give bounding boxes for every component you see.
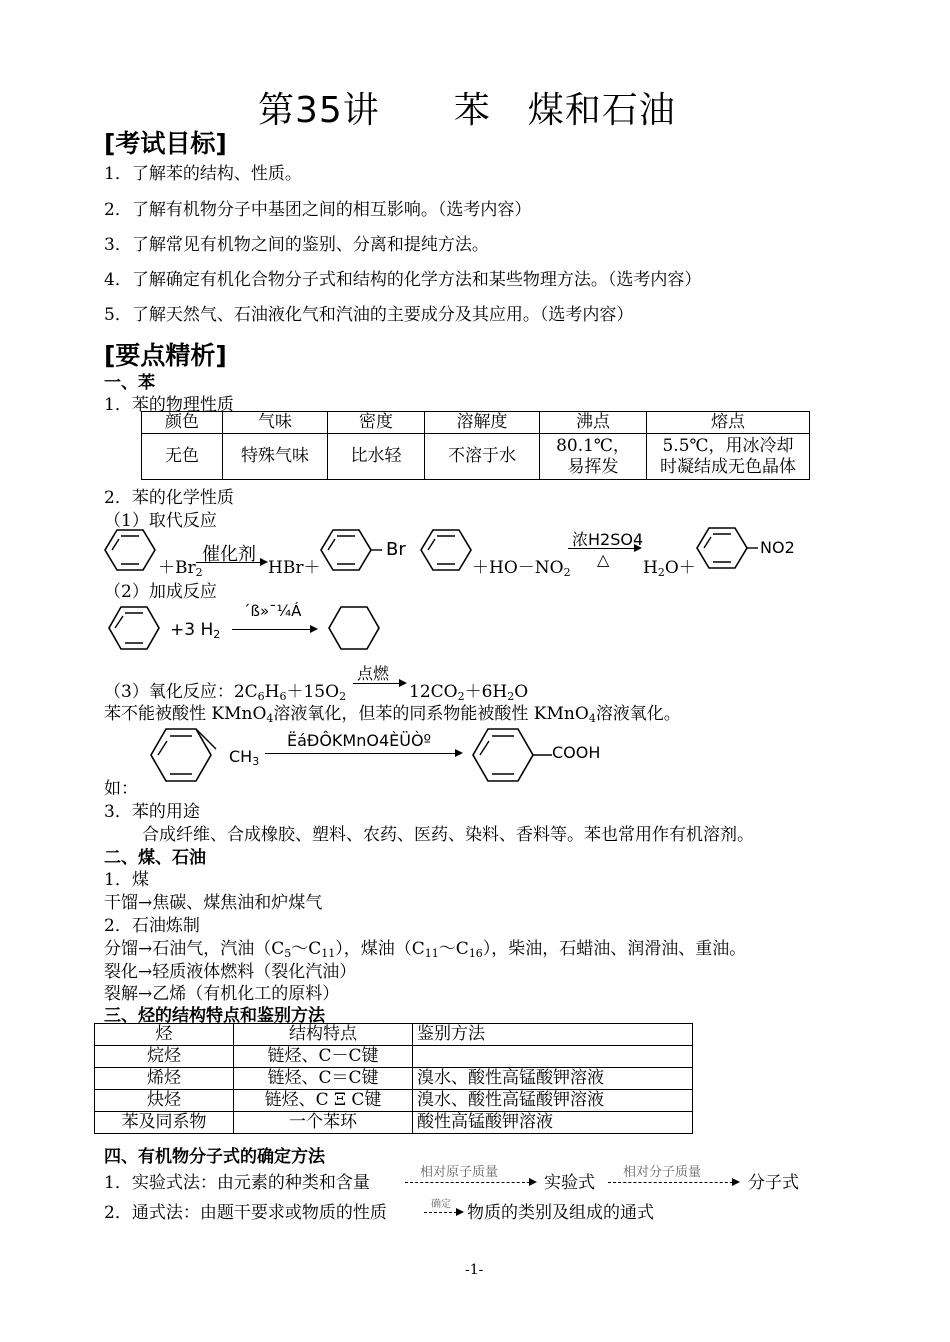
table-header-cell: 鉴别方法 [413,1024,693,1046]
benzoic-acid-icon [472,727,562,783]
molecular-formula-text: 分子式 [748,1173,799,1193]
table-cell: 苯及同系物 [95,1112,234,1134]
boiling-line-1: 80.1℃， [556,435,630,456]
table-cell: 酸性高锰酸钾溶液 [413,1112,693,1134]
page-number: -1- [465,1262,484,1278]
sulfuric-acid-label: 浓H2SO4 [572,530,644,549]
table-cell: 烷烃 [95,1046,234,1068]
reaction-arrow [232,629,316,630]
general-formula-method-text: 2．通式法：由题干要求或物质的性质 [104,1203,387,1223]
uses-text: 合成纤维、合成橡胶、塑料、农药、医药、染料、香料等。苯也常用作有机溶剂。 [142,825,754,845]
heat-label: △ [597,550,610,569]
uses-title: 3．苯的用途 [104,802,200,822]
methyl-label: $CH_3$ [229,747,260,768]
reaction-arrow [353,683,405,684]
goal-item: 3．了解常见有机物之间的鉴别、分离和提纯方法。 [104,235,489,255]
relative-atomic-mass-label: 相对原子质量 [420,1165,499,1180]
product-hbr: HBr＋ [268,558,321,578]
ignition-label: 点燃 [357,664,390,683]
section-benzene: 一、苯 [104,373,155,393]
hydrocarbon-table [94,1023,693,1134]
example-label: 如： [104,779,138,799]
table-header-cell: 颜色 [142,412,223,434]
dashed-arrow [405,1182,535,1183]
table-header-cell: 密度 [328,412,425,434]
table-cell [647,434,810,480]
goal-item: 2．了解有机物分子中基团之间的相互影响。（选考内容） [104,200,532,220]
relative-molecular-mass-label: 相对分子质量 [623,1165,702,1180]
oxidation-products: $12CO_2+6H_2O$ [409,682,529,703]
table-cell: 比水轻 [328,434,425,480]
reagent-br2: $+Br_2$ [158,558,203,579]
table-cell: 链烃、C－C键 [234,1046,413,1068]
goal-item: 1．了解苯的结构、性质。 [104,164,302,184]
physical-properties-table [141,411,810,480]
oxidation-equation: （3）氧化反应：$2C_6H_6+15O_2$ [104,682,347,703]
table-cell: 不溶于水 [425,434,540,480]
table-header-cell: 溶解度 [425,412,540,434]
section-hydrocarbon: 三、烃的结构特点和鉴别方法 [104,1006,325,1026]
cyclohexane-icon [328,605,380,651]
garbled-catalyst-label: ´ß»¯¼Á [243,602,302,620]
table-cell: 炔烃 [95,1090,234,1112]
section-formula: 四、有机物分子式的确定方法 [104,1147,325,1167]
table-cell: 无色 [142,434,223,480]
goal-item: 4．了解确定有机化合物分子式和结构的化学方法和某些物理方法。（选考内容） [104,270,702,290]
nitrobenzene-icon [696,526,766,570]
benzene-ring-icon [108,605,160,651]
section-coal-oil: 二、煤、石油 [104,848,206,868]
table-header-cell: 熔点 [647,412,810,434]
oil-title: 2．石油炼制 [104,916,200,936]
table-header-cell: 气味 [223,412,328,434]
physical-title: 1．苯的物理性质 [104,395,234,415]
product-water: $H_2O+$ [643,558,696,579]
table-cell [413,1046,693,1068]
table-cell: 一个苯环 [234,1112,413,1134]
general-formula-result-text: 物质的类别及组成的通式 [467,1203,654,1223]
dashed-arrow [608,1182,738,1183]
reaction-arrow [196,562,266,563]
points-heading: [要点精析] [104,341,227,370]
dashed-arrow [424,1212,462,1213]
toluene-icon [150,727,240,783]
benzene-ring-icon [104,528,156,572]
melting-line-2: 时凝结成无色晶体 [660,456,796,477]
garbled-permanganate-label: ËáÐÔKMnO4ÈÜÒº [287,731,432,750]
nitro-label: NO2 [760,538,795,557]
empirical-formula-text: 实验式 [544,1173,595,1193]
goal-item: 5．了解天然气、石油液化气和汽油的主要成分及其应用。（选考内容） [104,305,634,325]
catalyst-label: 催化剂 [202,544,256,565]
pyrolysis-line: 裂解→乙烯（有机化工的原料） [104,984,340,1004]
benzene-ring-icon [420,528,472,572]
table-cell: 链烃、C＝C键 [234,1068,413,1090]
oxidation-note: 苯不能被酸性 KMnO$_4$溶液氧化，但苯的同系物能被酸性 KMnO$_4$溶液氧化。 [104,704,681,725]
table-cell: 溴水、酸性高锰酸钾溶液 [413,1068,693,1090]
addition-title: （2）加成反应 [104,582,217,602]
carboxyl-label: COOH [552,743,601,762]
coal-title: 1．煤 [104,870,149,890]
hydrogen-reagent: +3 $H_2$ [170,620,221,641]
determine-label: 确定 [431,1199,451,1210]
bromo-label: Br [386,539,406,560]
chemical-title: 2．苯的化学性质 [104,488,234,508]
table-cell: 特殊气味 [223,434,328,480]
table-header-cell: 结构特点 [234,1024,413,1046]
page-title: 第35讲 苯 煤和石油 [258,90,676,131]
table-cell: 溴水、酸性高锰酸钾溶液 [413,1090,693,1112]
reaction-arrow [568,548,640,549]
fractional-distillation-line: 分馏→石油气，汽油$(C_5\sim C_{11})$，煤油$(C_{11}\sim C_{16})$，柴油，石蜡油、润滑油、重油。 [104,939,747,960]
coal-line: 干馏→焦碳、煤焦油和炉煤气 [104,893,323,913]
reaction-arrow [265,753,461,754]
table-header-cell: 烃 [95,1024,234,1046]
table-cell: 链烃、C Ξ C键 [234,1090,413,1112]
table-header-cell: 沸点 [540,412,647,434]
boiling-line-2: 易挥发 [567,456,619,477]
cracking-line: 裂化→轻质液体燃料（裂化汽油） [104,962,357,982]
table-cell [540,434,647,480]
melting-line-1: 5.5℃，用冰冷却 [662,435,794,456]
table-cell: 烯烃 [95,1068,234,1090]
reagent-nitric-acid: $+HO-NO_2$ [472,558,571,579]
empirical-method-text: 1．实验式法：由元素的种类和含量 [104,1173,370,1193]
substitution-title: （1）取代反应 [104,511,217,531]
goals-heading: [考试目标] [104,129,227,158]
